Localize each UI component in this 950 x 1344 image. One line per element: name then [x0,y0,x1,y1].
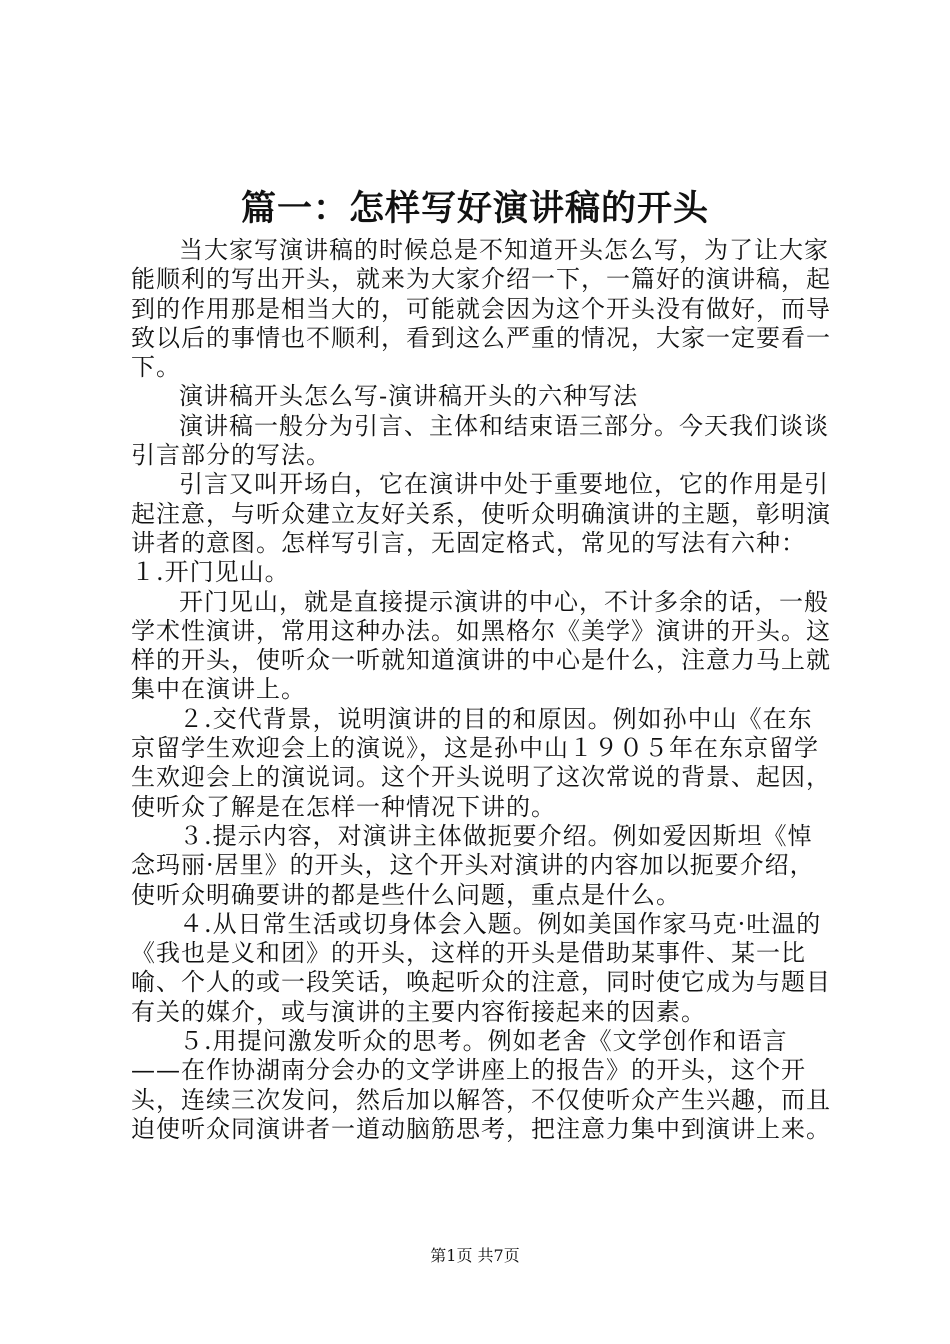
paragraph-method-2: ２.交代背景，说明演讲的目的和原因。例如孙中山《在东京留学生欢迎会上的演说》，这是孙中山１９０５年在东京留学生欢迎会上的演说词。这个开头说明了这次常说的背景、起因，使听众了解是在怎样一种情况下讲的。 [131,704,831,821]
paragraph-method-5: ５.用提问激发听众的思考。例如老舍《文学创作和语言——在作协湖南分会办的文学讲座上的报告》的开头，这个开头，连续三次发问，然后加以解答，不仅使听众产生兴趣，而且迫使听众同演讲者一道动脑筋思考，把注意力集中到演讲上来。 [131,1027,831,1143]
paragraph-subheading: 演讲稿开头怎么写-演讲稿开头的六种写法 [179,382,639,411]
document-body [131,236,831,1144]
paragraph-opening-definition: 引言又叫开场白，它在演讲中处于重要地位，它的作用是引起注意，与听众建立友好关系，使听众明确演讲的主题，彰明演讲者的意图。怎样写引言，无固定格式，常见的写法有六种：１.开门见山。 [131,470,831,587]
page-footer: 第1页 共7页 [430,1246,520,1265]
paragraph-method-4: ４.从日常生活或切身体会入题。例如美国作家马克·吐温的《我也是义和团》的开头，这样的开头是借助某事件、某一比喻、个人的或一段笑话，唤起听众的注意，同时使它成为与题目有关的媒介，或与演讲的主要内容衔接起来的因素。 [131,909,831,1026]
paragraph-intro: 当大家写演讲稿的时候总是不知道开头怎么写，为了让大家能顺利的写出开头，就来为大家介绍一下，一篇好的演讲稿，起到的作用那是相当大的，可能就会因为这个开头没有做好，而导致以后的事情也不顺利，看到这么严重的情况，大家一定要看一下。 [131,236,831,382]
document-title: 篇一：怎样写好演讲稿的开头 [240,188,709,229]
paragraph-method-1: 开门见山，就是直接提示演讲的中心，不计多余的话，一般学术性演讲，常用这种办法。如黑格尔《美学》演讲的开头。这样的开头，使听众一听就知道演讲的中心是什么，注意力马上就集中在演讲上。 [131,587,831,704]
paragraph-method-3: ３.提示内容，对演讲主体做扼要介绍。例如爱因斯坦《悼念玛丽·居里》的开头，这个开头对演讲的内容加以扼要介绍，使听众明确要讲的都是些什么问题，重点是什么。 [131,821,815,909]
paragraph-structure: 演讲稿一般分为引言、主体和结束语三部分。今天我们谈谈引言部分的写法。 [131,411,829,470]
